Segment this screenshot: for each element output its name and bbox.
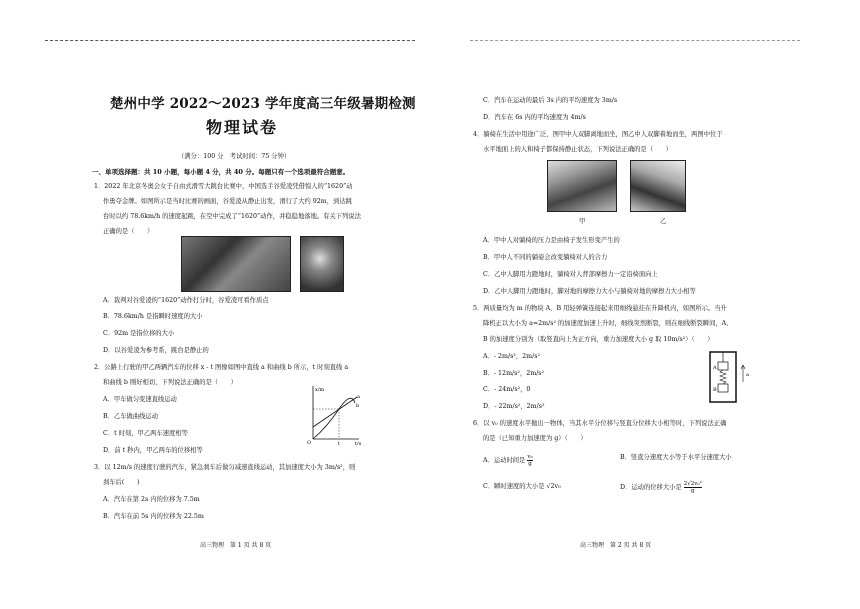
question-text: 2．公路上行驶的甲乙两辆汽车的位移 x - t 图像如图中直线 a 和曲线 b 所示，t 时刻直线 a <box>94 364 349 371</box>
numerator: v₀ <box>527 454 533 460</box>
lounge-chair-photo-a <box>547 160 617 212</box>
lounge-chair-photo-b <box>630 160 686 212</box>
option-b: B．甲中人不同的躺姿会改变躺椅对人的合力 <box>483 254 608 261</box>
option-a: A．汽车在第 2s 内的位移为 7.5m <box>103 496 200 503</box>
question-text: 6．以 v₀ 的速度水平抛出一物体，当其水平分位移与竖直分位移大小相等时，下列说法正确 <box>473 420 727 427</box>
question-text: 台时以约 78.6km/h 的速度起跳，在空中完成了“1620”动作，并稳稳地落地。有关下列说法 <box>103 213 361 220</box>
fraction <box>684 481 702 494</box>
label-a: A <box>713 365 717 371</box>
y-axis-label: x/m <box>315 387 325 393</box>
option-c: C．瞬时速度的大小是 √2v₀ <box>483 483 561 490</box>
question-text: 4．躺椅在生活中用途广泛，图甲中人双脚离地而坐，图乙中人双脚着地而坐，两图中位于 <box>473 131 723 138</box>
t-tick-label: t <box>338 441 341 445</box>
question-text: 作勇夺金牌。如图所示是当时比赛的画面，谷爱凌从静止出发，滑行了大约 92m，到达跳 <box>103 198 352 205</box>
option-d: D．- 22m/s²，2m/s² <box>483 403 545 410</box>
spring <box>720 370 726 384</box>
question-text: 和曲线 b 刚好相切，下列说法正确的是（ ） <box>103 379 237 386</box>
page-top-border <box>470 40 800 41</box>
question-text: 水平地面上的人和椅子都保持静止状态，下列说法正确的是（ ） <box>483 146 672 153</box>
option-a: A．甲中人对躺椅的压力是由椅子发生形变产生的 <box>483 237 620 244</box>
section-heading: 一、单项选择题：共 10 小题，每小题 4 分，共 40 分。每题只有一个选项最符合题意。 <box>92 168 350 176</box>
option-a: A．- 2m/s²，2m/s² <box>483 353 540 360</box>
option-c: C．汽车在运动的最后 3s 内的平均速度为 3m/s <box>483 97 618 104</box>
option-c: C．- 24m/s²，0 <box>483 386 531 393</box>
line-a <box>313 397 360 427</box>
page-2 <box>430 0 860 609</box>
option-d: D．前 t 秒内，甲乙两车的位移相等 <box>103 447 203 454</box>
option-b: B．乙车做曲线运动 <box>103 413 159 420</box>
option-b: B．汽车在前 5s 内的位移为 22.5m <box>103 513 204 520</box>
exam-subtitle: 物理试卷 <box>206 118 279 137</box>
label-b: B <box>713 387 717 393</box>
exam-title: 楚州中学 2022～2023 学年度高三年级暑期检测 <box>110 96 416 112</box>
option-d: D．以谷爱凌为参考系，跳台是静止的 <box>103 347 209 354</box>
option-a <box>483 454 533 467</box>
option-b: B．78.6km/h 是指瞬时速度的大小 <box>103 313 203 320</box>
question-text: 的是（已知重力加速度为 g）（ ） <box>483 435 587 442</box>
question-text: 1．2022 年北京冬奥会女子自由式滑雪大跳台比赛中，中国选手谷爱凌凭借惊人的“1620”动 <box>94 183 353 190</box>
option-c: C．乙中人脚用力蹬地时，躺椅对人背部摩擦力一定沿椅面向上 <box>483 271 658 278</box>
exam-meta: （满分：100 分 考试时间：75 分钟） <box>178 153 291 160</box>
curve-a-label: a <box>357 394 360 400</box>
option-d: D．乙中人脚用力蹬地时，脚对地的摩擦力大小与躺椅对地的摩擦力大小相等 <box>483 288 696 295</box>
accel-label: a <box>746 372 749 378</box>
curve-b-label: b <box>356 403 360 409</box>
denominator: g <box>528 461 532 467</box>
option-d-text: D．运动的位移大小是 <box>620 484 682 491</box>
question-text: 3．以 12m/s 的速度行驶的汽车，紧急刹车后做匀减速直线运动，其加速度大小为 3m/s²，则 <box>94 464 356 471</box>
x-axis-label: t/s <box>355 441 362 445</box>
option-c: C．t 时刻，甲乙两车速度相等 <box>103 430 188 437</box>
option-d <box>620 481 702 494</box>
fraction <box>527 454 532 467</box>
option-b: B．- 12m/s²，2m/s² <box>483 370 545 377</box>
xt-graph <box>303 383 363 445</box>
question-text: 正确的是（ ） <box>103 228 154 235</box>
page-top-border <box>45 40 415 41</box>
option-a: A．甲车做匀变速直线运动 <box>103 396 177 403</box>
figure-label-jia: 甲 <box>579 218 586 225</box>
ski-jump-photo-2 <box>300 236 344 292</box>
page-footer: 高三物理 第 2 页 共 8 页 <box>580 542 652 549</box>
option-a-text: A．运动时间是 <box>483 457 526 464</box>
option-c: C．92m 是指位移的大小 <box>103 330 175 337</box>
question-text: B 的加速度分别为（取竖直向上为正方向，重力加速度大小 g 取 10m/s²）（ ） <box>483 336 714 343</box>
option-b: B．竖直分速度大小等于水平分速度大小 <box>620 454 732 461</box>
option-a: A．裁判对谷爱凌的“1620”动作打分时，谷爱凌可看作质点 <box>103 297 269 304</box>
figure-label-yi: 乙 <box>660 218 667 225</box>
elevator-figure <box>705 350 755 406</box>
page-footer: 高三物理 第 1 页 共 8 页 <box>200 542 272 549</box>
block-b <box>718 384 728 392</box>
question-text: 刹车后( ) <box>103 479 140 486</box>
question-text: 降机正以大小为 a=2m/s² 的加速度加速上升时，细线突然断裂，则在细线断裂瞬间，A、 <box>483 320 733 327</box>
origin-label: O <box>307 440 312 445</box>
curve-b <box>313 398 355 439</box>
option-d: D．汽车在 6s 内的平均速度为 4m/s <box>483 114 586 121</box>
ski-jump-photo-1 <box>181 236 291 292</box>
question-text: 5．两质量均为 m 的物块 A、B 用轻弹簧连接起来用细线悬挂在升降机内，如图所示。当升 <box>473 305 727 312</box>
denominator: g <box>691 488 695 494</box>
numerator: 2√2v₀² <box>683 481 702 487</box>
block-a <box>718 362 728 370</box>
